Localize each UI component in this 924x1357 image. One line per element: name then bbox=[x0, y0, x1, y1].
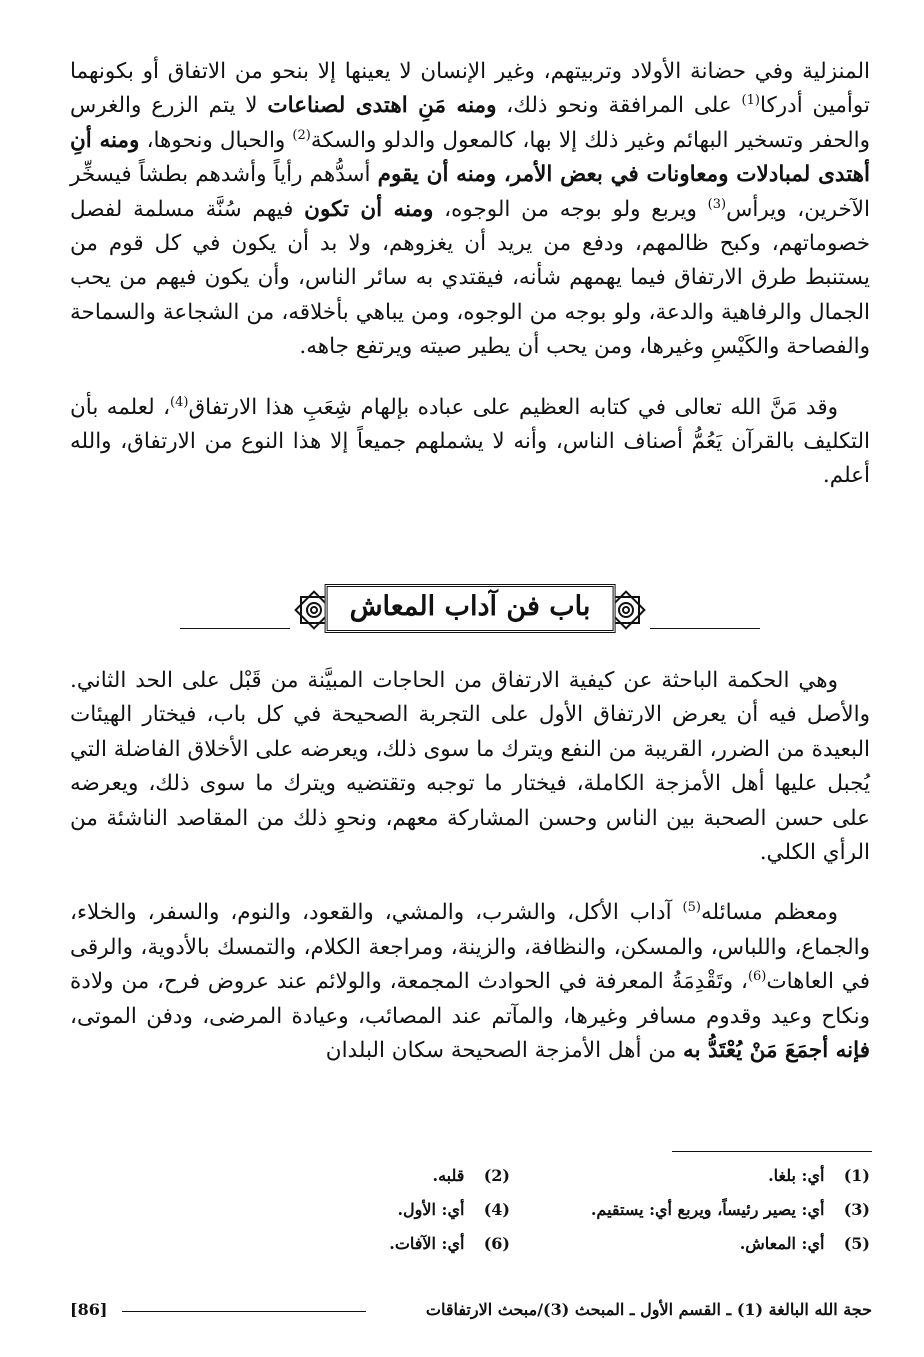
text-run: والحبال ونحوها، bbox=[139, 127, 293, 153]
footnote-5 bbox=[740, 1234, 870, 1253]
footnote-text: أي: يصير رئيساً، ويربع أي: يستقيم. bbox=[590, 1200, 825, 1219]
heading-rule-left bbox=[180, 628, 290, 629]
footnote-text: أي: الأول. bbox=[397, 1200, 465, 1219]
footnote-number: (1) bbox=[843, 1166, 870, 1185]
text-run: المنزلية وفي حضانة الأولاد وتربيتهم، وغير الإنسان لا يعينها إلا بنحو من الاتفاق أو بكونهما توأمين أدركا bbox=[70, 59, 870, 119]
page-number: [86] bbox=[70, 1300, 108, 1319]
text-run: على المرافقة ونحو ذلك، bbox=[496, 93, 742, 119]
footnote-4 bbox=[397, 1200, 510, 1219]
footnote-number: (3) bbox=[843, 1200, 870, 1219]
text-run: لا يتم الزرع والغرس والحفر وتسخير البهائم وغير ذلك إلا بها، كالمعول والدلو والسكة bbox=[70, 93, 870, 153]
footnote-ref-3: (3) bbox=[707, 196, 727, 212]
text-run: ومعظم مسائله bbox=[700, 900, 838, 926]
footnote-separator bbox=[672, 1151, 872, 1152]
text-run: آداب الأكل، والشرب، والمشي، والقعود، والنوم، والسفر، والخلاء، والجماع، واللباس، والمسكن، والنظافة، والزينة، ومراجعة الكلام، والتمسك بالأدوية، والرقى في العاهات bbox=[70, 900, 870, 995]
paragraph-4 bbox=[70, 896, 870, 1068]
bold-run: ومنه مَنِ اهتدى لصناعات bbox=[267, 93, 497, 119]
footnote-row bbox=[70, 1228, 870, 1262]
footnote-ref-2: (2) bbox=[292, 127, 311, 143]
bold-run: ومنه أنِ أهتدى لمبادلات ومعاونات في بعض الأمر، ومنه أن يقوم bbox=[70, 127, 870, 188]
footnote-text: أي: المعاش. bbox=[739, 1234, 825, 1253]
footnote-text: أي: الآفات. bbox=[389, 1234, 465, 1253]
text-run: ، وتَقْدِمَةُ المعرفة في الحوادث المجمعة، والولائم عند عروض فرح، من ولادة ونكاح وعيد وقدوم مسافر وغيرها، والمآتم عند المصائب، وعيادة المرضى، ودفن الموتى، bbox=[70, 969, 870, 1029]
footer-rule bbox=[122, 1311, 366, 1312]
footnote-1 bbox=[768, 1166, 870, 1185]
paragraph-2 bbox=[70, 391, 870, 494]
text-run: وقد مَنَّ الله تعالى في كتابه العظيم على عباده بإلهام شِعَبِ هذا الارتفاق bbox=[188, 394, 838, 420]
footnote-6 bbox=[389, 1234, 510, 1253]
footnote-row bbox=[70, 1194, 870, 1228]
section-title: باب فن آداب المعاش bbox=[325, 584, 616, 633]
bold-run: ومنه أن تكون bbox=[304, 196, 434, 222]
footnote-ref-6: (6) bbox=[747, 969, 767, 985]
page-footer bbox=[70, 1300, 872, 1330]
footnote-text: أي: بلغا. bbox=[768, 1166, 825, 1185]
bold-run: فإنه أجمَعَ مَنْ يُعْتَدُّ به bbox=[683, 1038, 870, 1064]
footnote-row bbox=[70, 1160, 870, 1194]
footnote-ref-1: (1) bbox=[741, 93, 760, 109]
text-run: أسدُّهم رأياً وأشدهم بطشاً فيسخِّر الآخرين، ويرأس bbox=[70, 162, 870, 222]
paragraph-3: وهي الحكمة الباحثة عن كيفية الارتفاق من الحاجات المبيَّنة من قَبْل على الحد الثاني. والأصل فيه أن يعرض الارتفاق الأول على التجربة الصحيحة في كل باب، فيختار الهيئات البعيدة من الضرر، القريبة من النفع ويترك ما سوى ذلك، ويعرضه على الأخلاق الفاضلة التي يُجبل عليها أهل الأمزجة الكاملة، فيختار ما توجبه وتقتضيه ويترك ما سوى ذلك، ويعرضه على حسن الصحبة بين الناس وحسن المشاركة معهم، ونحوِ ذلك من المقاصد الناشئة من الرأي الكلي. bbox=[70, 668, 870, 866]
text-run: ويربع ولو بوجه من الوجوه، bbox=[433, 196, 708, 222]
section-heading bbox=[70, 578, 870, 648]
text-run: من أهل الأمزجة الصحيحة سكان البلدان bbox=[325, 1038, 684, 1064]
footnote-number: (5) bbox=[843, 1234, 870, 1253]
footnote-2 bbox=[433, 1166, 511, 1185]
footnote-number: (4) bbox=[483, 1200, 510, 1219]
footnote-number: (2) bbox=[483, 1166, 510, 1185]
footnote-3 bbox=[591, 1200, 870, 1219]
body-text-bottom bbox=[70, 664, 870, 1068]
text-run: فيهم سُنَّة مسلمة لفصل خصوماتهم، وكبح ظالمهم، ودفع من يريد أن يغزوهم، ولا بد أن يكون في كل قوم من يستنبط طرق الارتفاق فيما يهمهم شأنه، فيقتدي به سائر الناس، وأن يكون فيهم من يحب الجمال والرفاهية والدعة، ولو بوجه من الوجوه، ومن يباهي بأخلاقه، من الشجاعة والسماحة والفصاحة والكَيْسِ وغيرها، ومن يحب أن يطير صيته ويرتفع جاهه. bbox=[70, 196, 870, 360]
footnotes bbox=[70, 1160, 870, 1262]
paragraph-1 bbox=[70, 55, 870, 365]
text-run: ، لعلمه بأن التكليف بالقرآن يَعُمُّ أصناف الناس، وأنه لا يشملهم جميعاً إلا هذا النوع من الارتفاق، والله أعلم. bbox=[70, 394, 870, 489]
running-footer-title: حجة الله البالغة (1) ـ القسم الأول ـ المبحث (3)/مبحث الارتفاقات bbox=[425, 1300, 872, 1319]
body-text-top bbox=[70, 55, 870, 494]
footnote-ref-5: (5) bbox=[682, 900, 701, 916]
footnote-number: (6) bbox=[483, 1234, 510, 1253]
footnote-ref-4: (4) bbox=[170, 394, 189, 410]
footnote-text: قلبه. bbox=[432, 1166, 465, 1185]
heading-rule-right bbox=[650, 628, 760, 629]
